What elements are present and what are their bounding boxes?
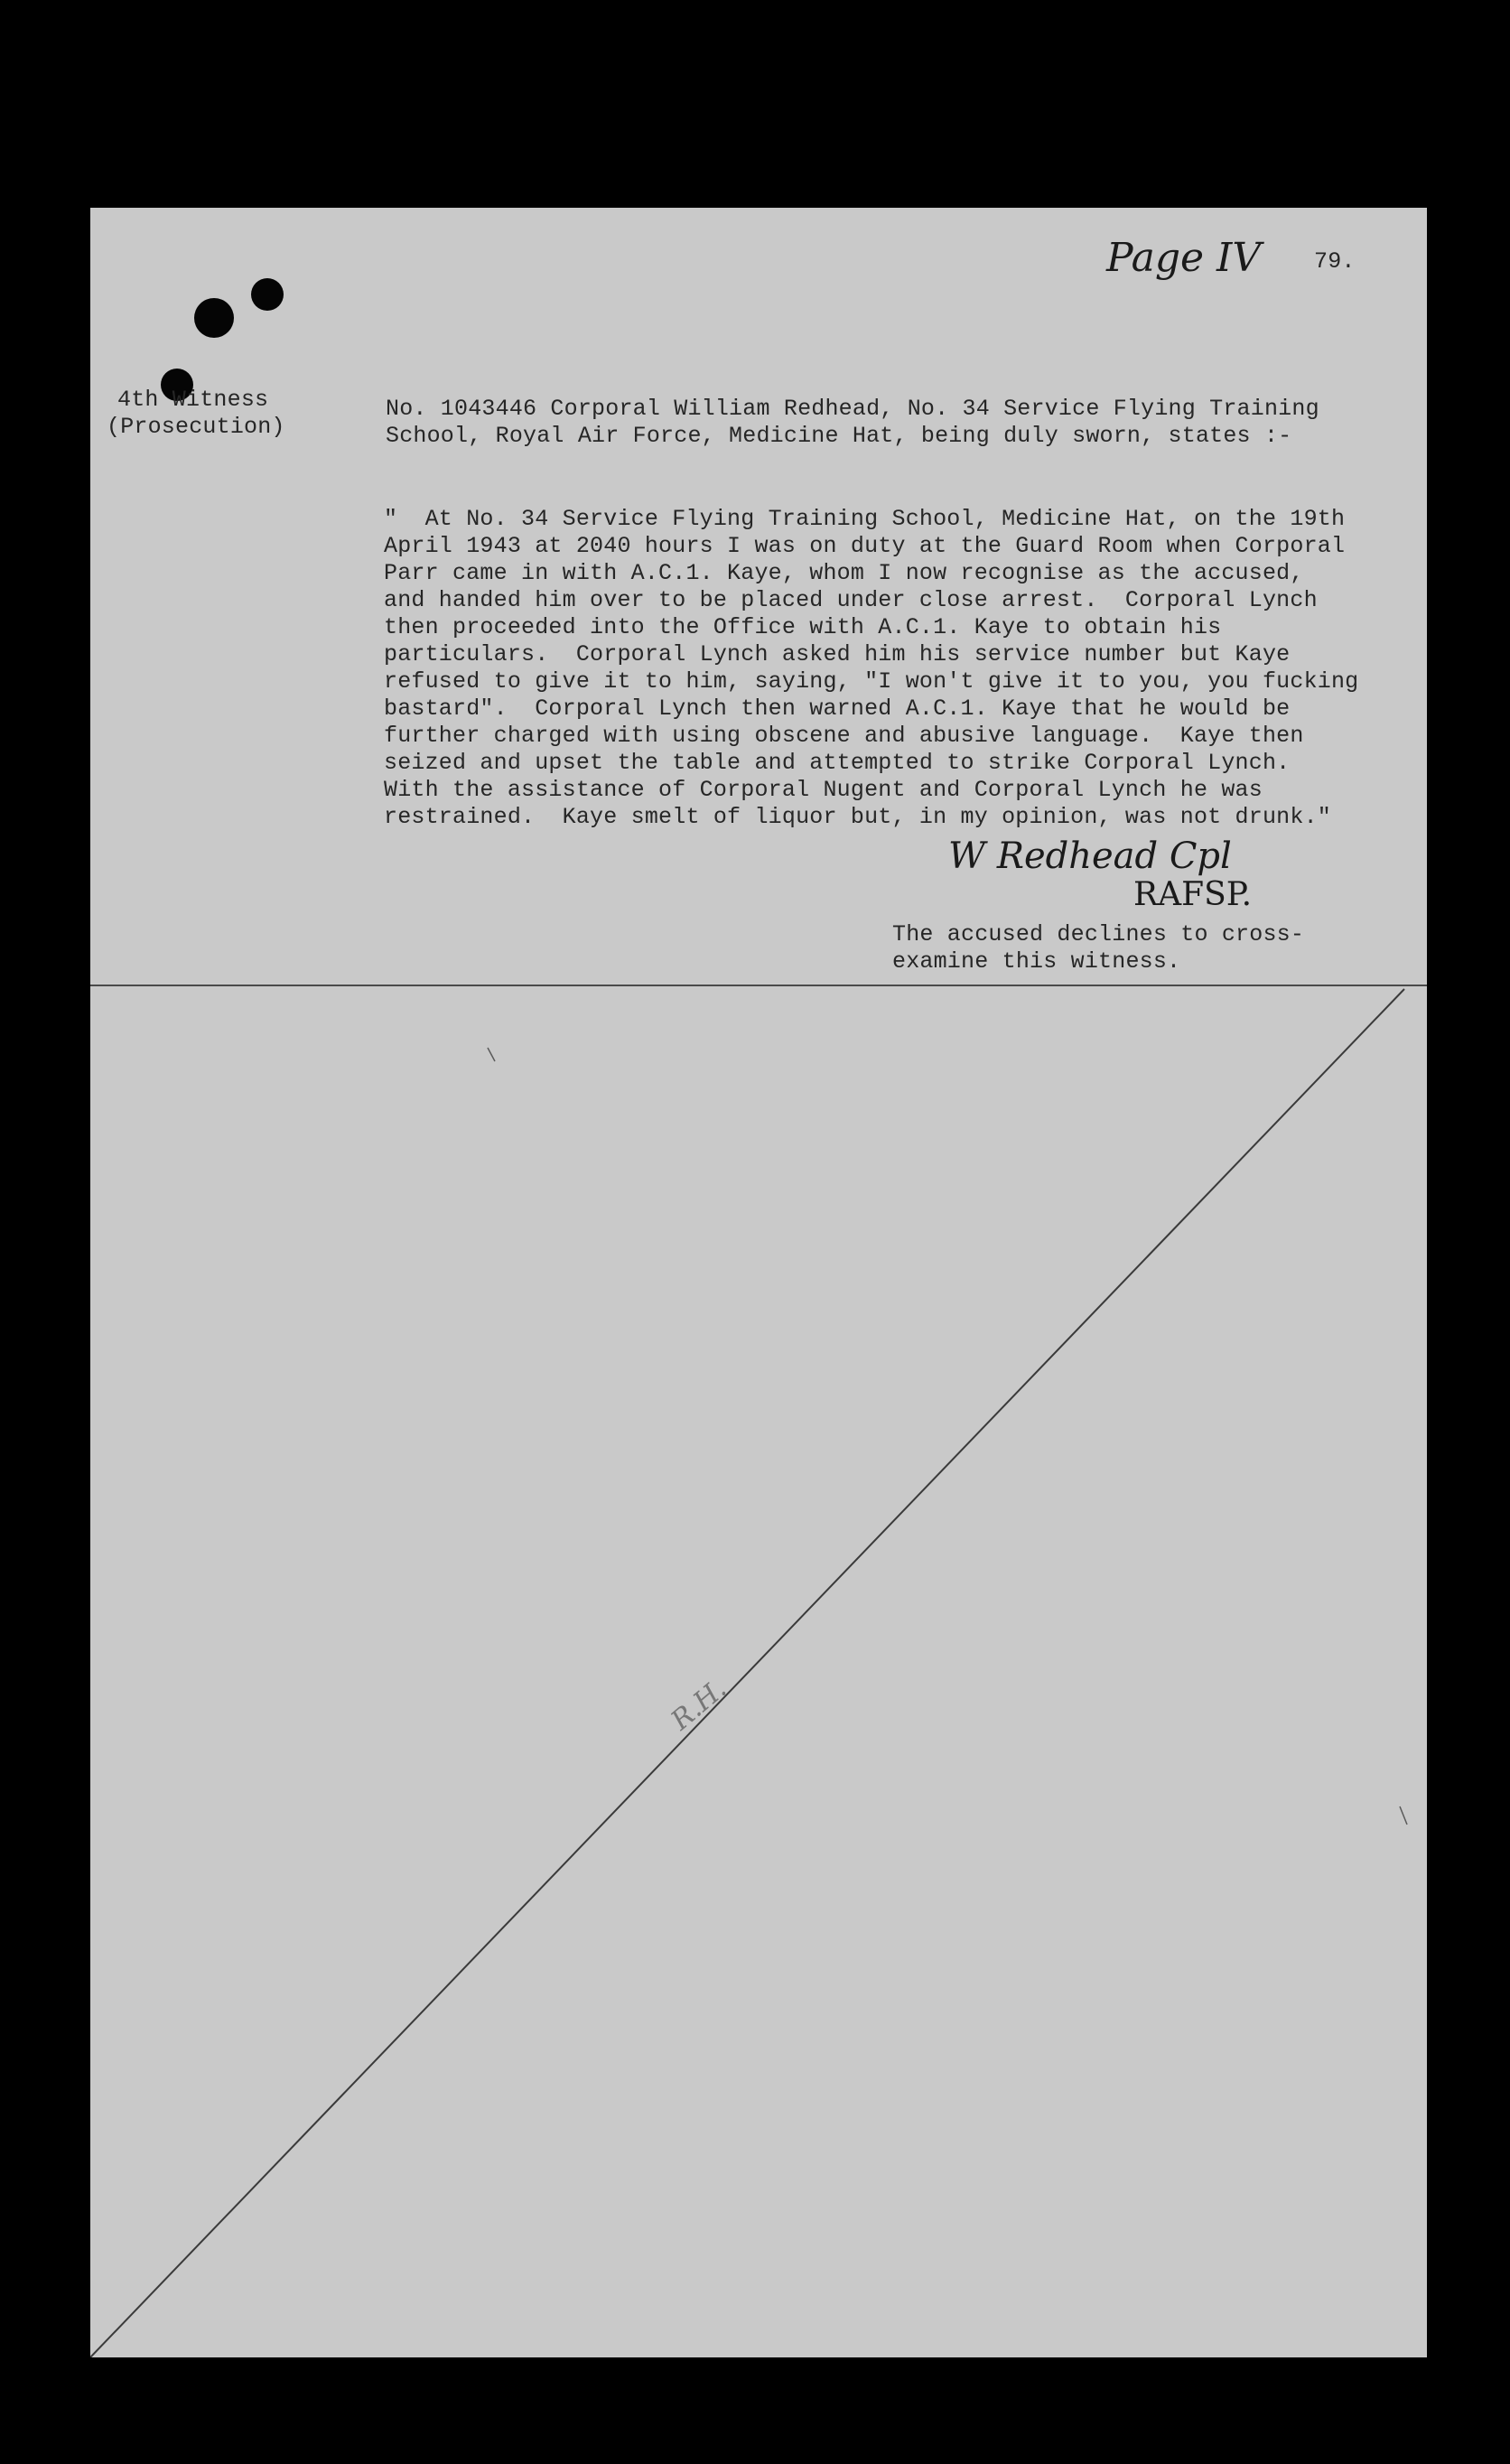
witness-label: 4th Witness: [117, 387, 269, 413]
handwritten-page-number: Page IV: [1106, 235, 1262, 281]
statement-line: With the assistance of Corporal Nugent and Corporal Lynch he was: [384, 777, 1263, 803]
statement-line: seized and upset the table and attempted to strike Corporal Lynch.: [384, 750, 1291, 776]
intro-line: School, Royal Air Force, Medicine Hat, being duly sworn, states :-: [386, 423, 1292, 449]
intro-line: No. 1043446 Corporal William Redhead, No. 34 Service Flying Training: [386, 396, 1319, 422]
statement-line: further charged with using obscene and abusive language. Kaye then: [384, 723, 1304, 749]
statement-line: refused to give it to him, saying, "I won't give it to you, you fucking: [384, 668, 1359, 695]
statement-line: restrained. Kaye smelt of liquor but, in my opinion, was not drunk.": [384, 804, 1331, 830]
statement-line: then proceeded into the Office with A.C.1. Kaye to obtain his: [384, 614, 1222, 640]
cancellation-line: [90, 208, 1427, 2357]
statement-line: Parr came in with A.C.1. Kaye, whom I now recognise as the accused,: [384, 560, 1304, 586]
strike-initials: R.H.: [665, 1673, 733, 1737]
cross-exam-note: examine this witness.: [892, 948, 1181, 975]
cross-exam-note: The accused declines to cross-: [892, 921, 1305, 947]
document-page: [90, 208, 1427, 2357]
statement-line: and handed him over to be placed under close arrest. Corporal Lynch: [384, 587, 1318, 613]
statement-line: particulars. Corporal Lynch asked him his service number but Kaye: [384, 641, 1291, 667]
witness-role: (Prosecution): [107, 414, 285, 440]
signature-unit: RAFSP.: [1133, 876, 1253, 913]
folio-number: 79.: [1314, 248, 1356, 275]
statement-line: bastard". Corporal Lynch then warned A.C.1. Kaye that he would be: [384, 695, 1291, 722]
witness-signature: W Redhead Cpl: [948, 835, 1232, 877]
statement-line: " At No. 34 Service Flying Training School, Medicine Hat, on the 19th: [384, 506, 1346, 532]
statement-line: April 1943 at 2040 hours I was on duty at the Guard Room when Corporal: [384, 533, 1346, 559]
